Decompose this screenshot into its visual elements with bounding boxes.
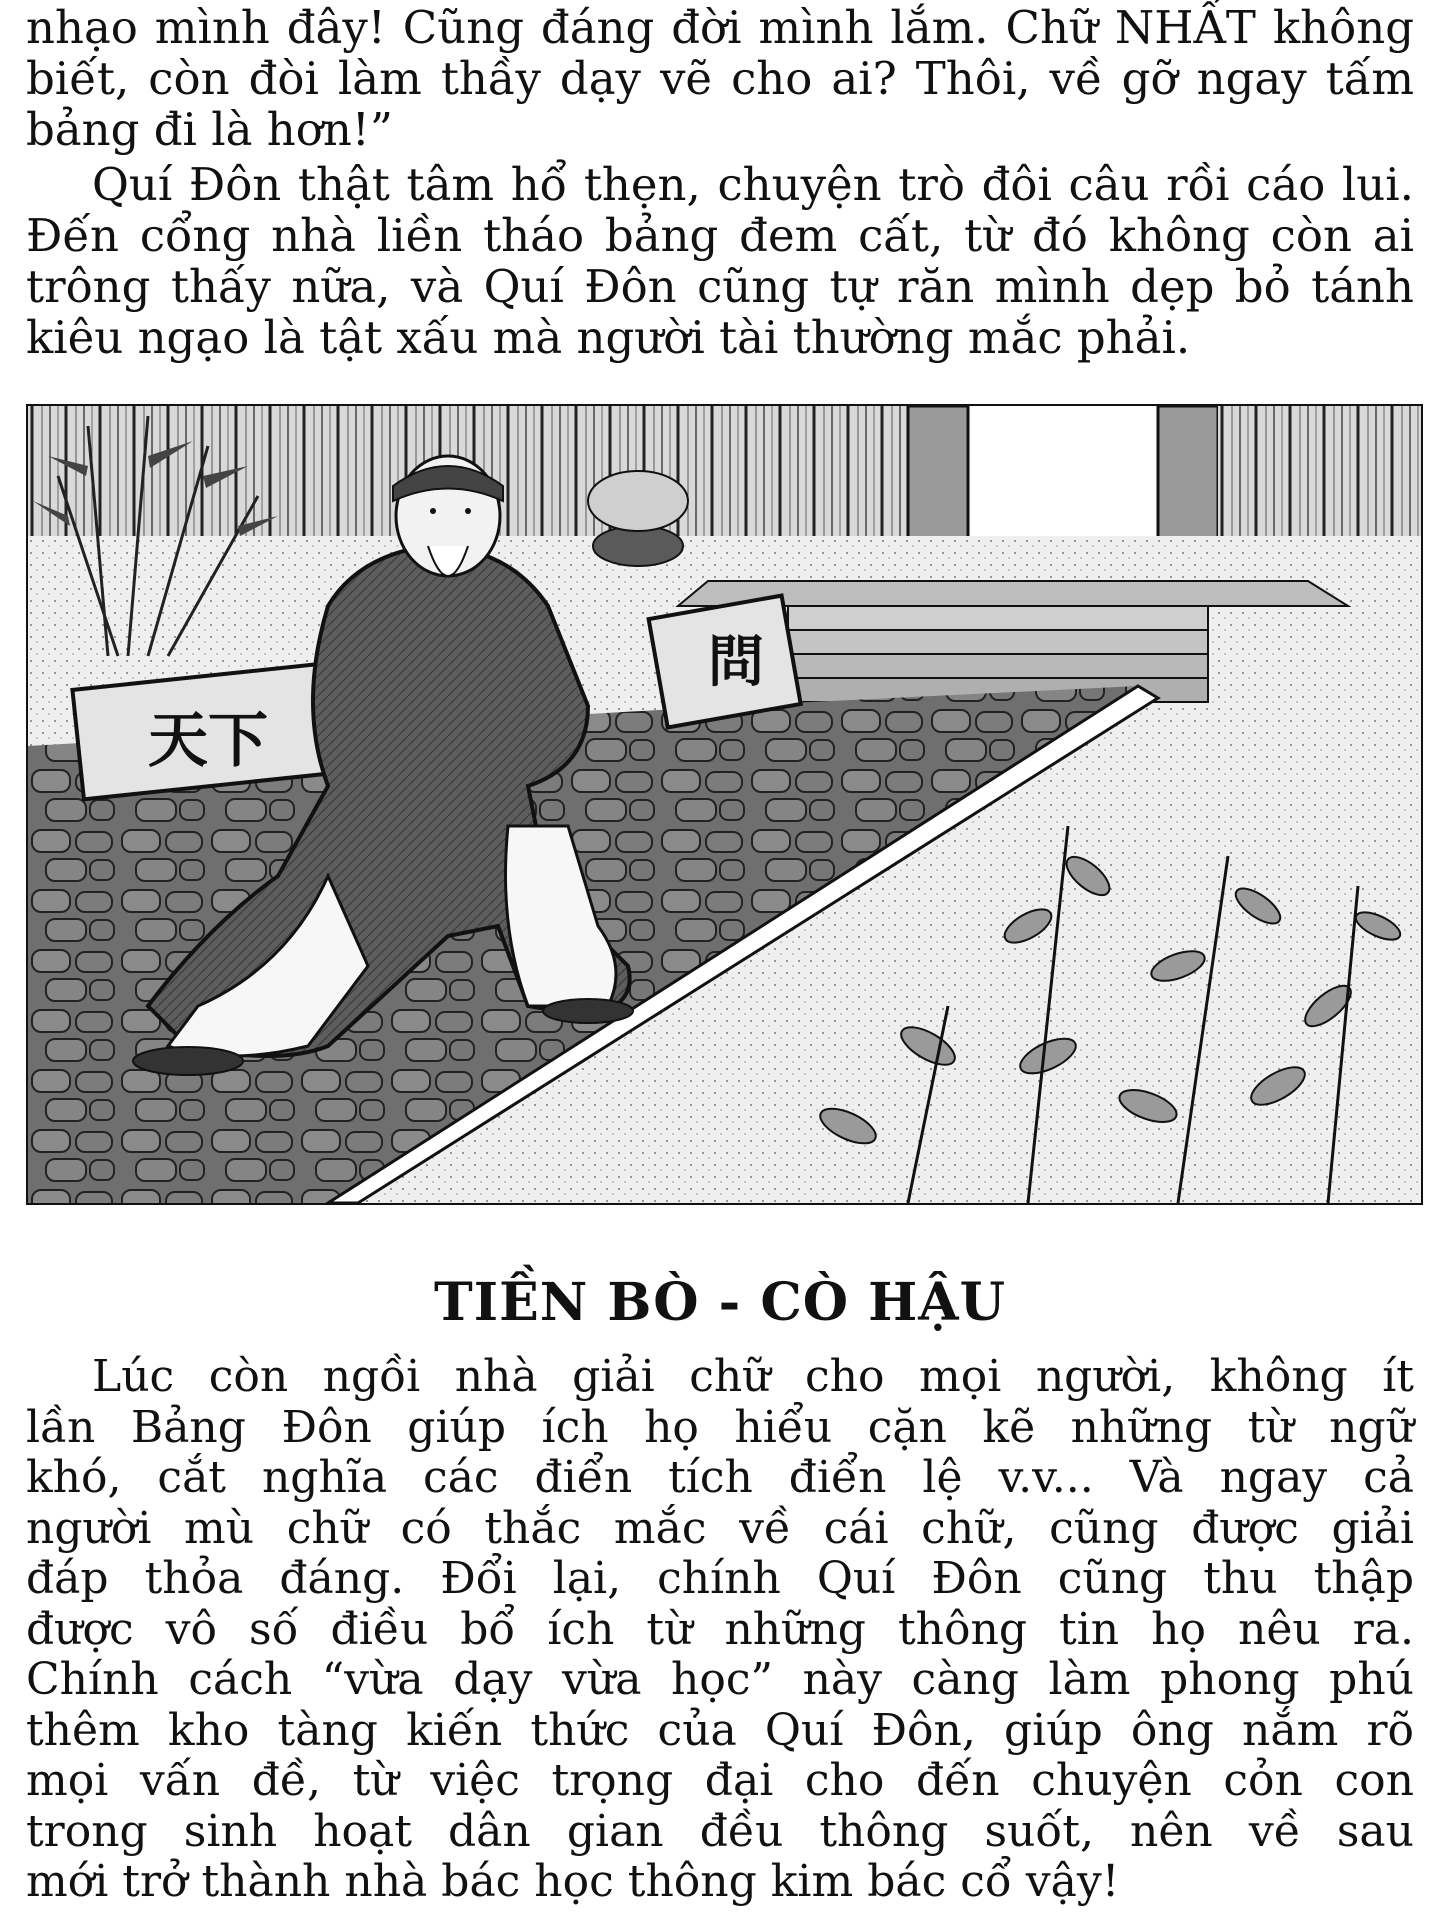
text-line: nhạo mình đây! Cũng đáng đời mình lắm. Chữ NHẤT không [26,1,1414,54]
story-illustration [26,404,1423,1205]
text-line: khó, cắt nghĩa các điển tích điển lệ v.v... Và ngay cả [26,1452,1414,1503]
text-line: Đến cổng nhà liền tháo bảng đem cất, từ đó không còn ai [26,209,1414,262]
text-line: Chính cách “vừa dạy vừa học” này càng làm phong phú [26,1654,1414,1705]
text-line: lần Bảng Đôn giúp ích họ hiểu cặn kẽ những từ ngữ [26,1401,1414,1453]
illustration-drawing [28,406,1421,1203]
text-line: kiêu ngạo là tật xấu mà người tài thường mắc phải. [26,311,1191,364]
section-paragraph [26,1352,1414,1908]
text-line: người mù chữ có thắc mắc về cái chữ, cũng được giải [26,1502,1414,1554]
text-line: mới trở thành nhà bác học thông kim bác cổ vậy! [26,1856,1120,1907]
section-title: TIỀN BÒ - CÒ HẬU [434,1272,1006,1333]
text-line: biết, còn đòi làm thầy dạy vẽ cho ai? Thôi, về gỡ ngay tấm [26,52,1414,105]
sign-left-glyphs: 天下 [148,706,268,776]
text-line: đáp thỏa đáng. Đổi lại, chính Quí Đôn cũng thu thập [26,1553,1414,1604]
text-line: được vô số điều bổ ích từ những thông tin họ nêu ra. [26,1603,1414,1655]
text-line: trông thấy nữa, và Quí Đôn cũng tự răn mình dẹp bỏ tánh [26,260,1414,313]
sign-right-glyphs: 問 [708,630,764,695]
text-line: trong sinh hoạt dân gian đều thông suốt, nên về sau [26,1805,1414,1857]
text-line: bảng đi là hơn!” [26,103,393,156]
text-line: mọi vấn đề, từ việc trọng đại cho đến chuyện cỏn con [26,1755,1414,1806]
opening-paragraph [26,2,1414,155]
second-paragraph [26,159,1414,363]
text-line: thêm kho tàng kiến thức của Quí Đôn, giúp ông nắm rõ [26,1704,1414,1756]
text-line: Lúc còn ngồi nhà giải chữ cho mọi người, không ít [92,1351,1414,1402]
text-line: Quí Đôn thật tâm hổ thẹn, chuyện trò đôi câu rồi cáo lui. [92,158,1414,211]
